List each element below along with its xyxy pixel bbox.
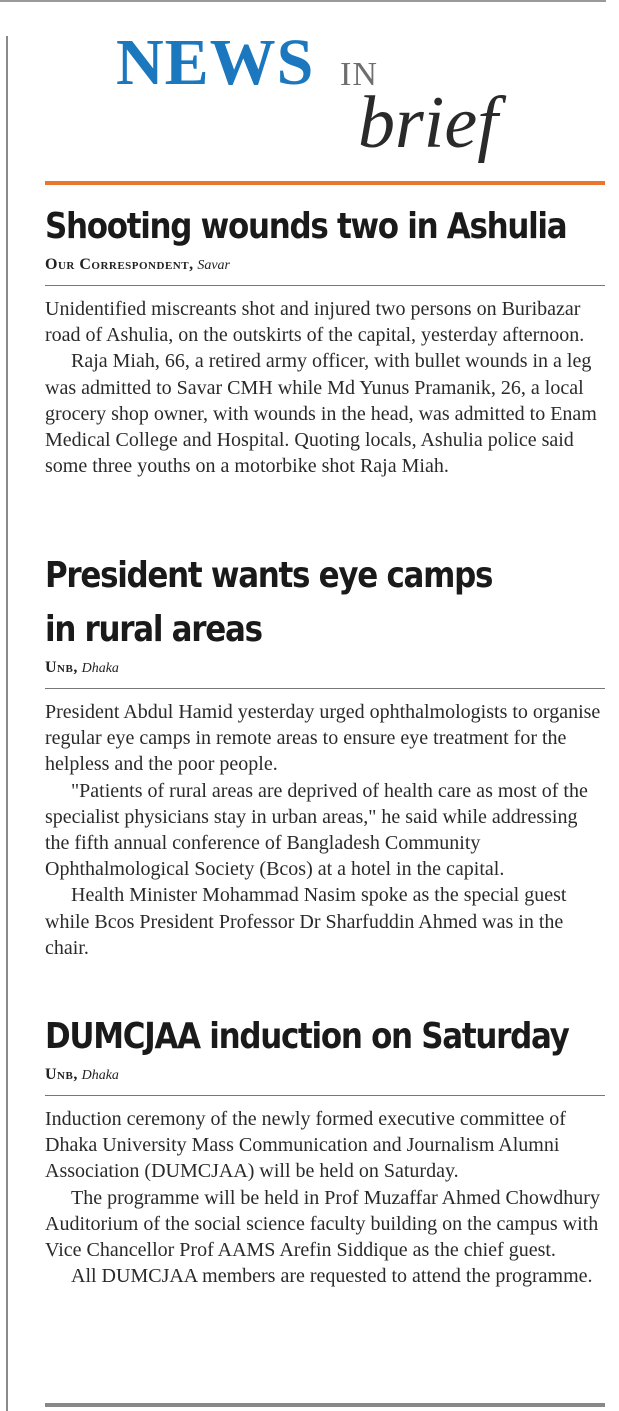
story-ashulia-shooting (45, 203, 605, 479)
paragraph: President Abdul Hamid yesterday urged ophthalmologists to organise regular eye camps in remote areas to ensure eye treatment for the helpless and the poor people. (45, 701, 601, 776)
byline-source: Unb, (45, 1066, 78, 1083)
bottom-border (45, 1403, 605, 1407)
story-dumcjaa-induction (45, 1013, 605, 1289)
masthead-news: NEWS (116, 26, 315, 99)
headline: Shooting wounds two in Ashulia (45, 206, 567, 247)
byline (45, 255, 605, 276)
masthead-brief: brief (358, 82, 498, 164)
story-divider (45, 688, 605, 689)
masthead-in: IN (340, 56, 378, 93)
story-eye-camps (45, 552, 605, 961)
headline-line-1: President wants eye camps (45, 555, 493, 596)
byline-location: Dhaka (81, 1068, 119, 1083)
headline: DUMCJAA induction on Saturday (45, 1016, 569, 1057)
byline-source: Our Correspondent, (45, 256, 194, 273)
paragraph: Unidentified miscreants shot and injured two persons on Buribazar road of Ashulia, on the outskirts of the capital, yesterday afternoon. (45, 298, 585, 347)
byline-location: Savar (197, 258, 230, 273)
story-divider (45, 285, 605, 286)
left-column-rule (6, 36, 8, 1411)
byline (45, 1065, 605, 1086)
byline-location: Dhaka (81, 661, 119, 676)
paragraph: The programme will be held in Prof Muzaffar Ahmed Chowdhury Auditorium of the social science faculty building on the campus with Vice Chancellor Prof AAMS Arefin Siddique as the chief guest. (45, 1186, 600, 1262)
byline-source: Unb, (45, 659, 78, 676)
paragraph: Induction ceremony of the newly formed executive committee of Dhaka University Mass Communication and Journalism Alumni Association (DUMCJAA) will be held on Saturday. (45, 1108, 566, 1183)
headline-line-2: in rural areas (45, 609, 262, 650)
masthead-underline (45, 181, 605, 185)
paragraph: "Patients of rural areas are deprived of health care as most of the specialist physicians stay in urban areas," he said while addressing the fifth annual conference of Bangladesh Community Ophthalmological Society (Bcos) at a hotel in the capital. (45, 779, 588, 881)
news-in-brief-masthead (0, 0, 619, 190)
byline (45, 658, 605, 679)
paragraph: Raja Miah, 66, a retired army officer, with bullet wounds in a leg was admitted to Savar CMH while Md Yunus Pramanik, 26, a local grocery shop owner, with wounds in the head, was admitted to Enam Medical College and Hospital. Quoting locals, Ashulia police said some three youths on a motorbike shot Raja Miah. (45, 350, 597, 478)
paragraph: Health Minister Mohammad Nasim spoke as the special guest while Bcos President Professor Dr Sharfuddin Ahmed was in the chair. (45, 884, 567, 959)
story-divider (45, 1095, 605, 1096)
paragraph: All DUMCJAA members are requested to attend the programme. (71, 1265, 593, 1288)
